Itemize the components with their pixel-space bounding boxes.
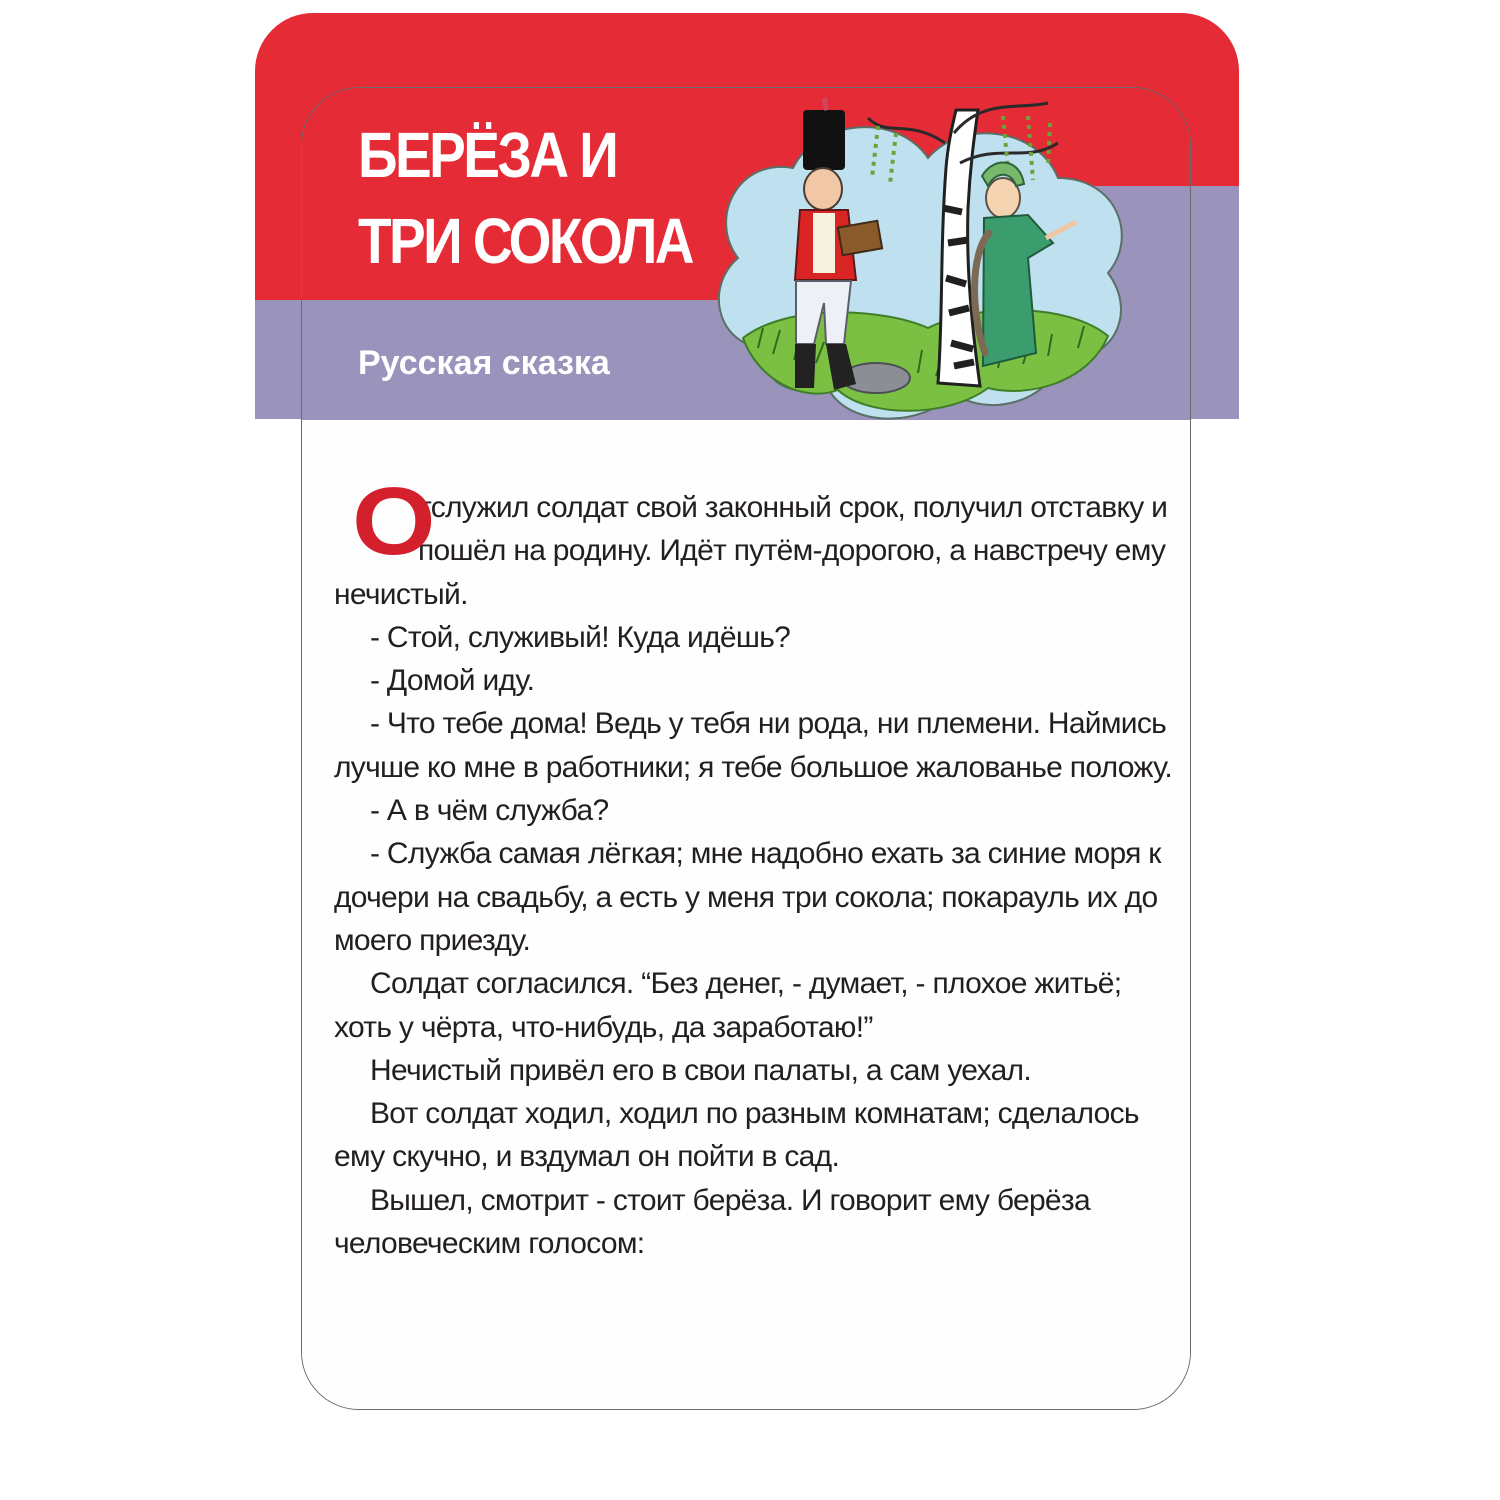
drop-cap-letter: О (352, 468, 435, 575)
story-paragraph-10: Вышел, смотрит - стоит берёза. И говорит ему берёза человеческим голосом: (334, 1183, 1090, 1261)
story-paragraph-6: - Служба самая лёгкая; мне надобно ехать за синие моря к дочери на свадьбу, а есть у меня три сокола; покарауль их до моего приезду. (334, 837, 1161, 957)
story-paragraph-3: - Домой иду. (370, 664, 535, 698)
story-title: БЕРЁЗА И ТРИ СОКОЛА (358, 119, 692, 277)
story-text (334, 468, 1174, 1265)
story-paragraph-1: О тслужил солдат свой законный срок, получил отставку и пошёл на родину. Идёт путём-дорогою, а навстречу ему нечистый. (334, 468, 1168, 611)
soldier-and-birch-girl-illustration (698, 98, 1138, 438)
story-paragraph-5: - А в чём служба? (370, 794, 609, 828)
story-paragraph-2: - Стой, служивый! Куда идёшь? (370, 620, 791, 654)
story-paragraph-4: - Что тебе дома! Ведь у тебя ни рода, ни племени. Наймись лучше ко мне в работники; я тебе большое жалованье положу. (334, 707, 1173, 784)
story-paragraph-8: Нечистый привёл его в свои палаты, а сам уехал. (370, 1053, 1031, 1087)
story-paragraph-7: Солдат согласился. “Без денег, - думает, - плохое житьё; хоть у чёрта, что-нибудь, да заработаю!” (334, 967, 1122, 1044)
story-paragraph-9: Вот солдат ходил, ходил по разным комнатам; сделалось ему скучно, и вздумал он пойти в сад. (334, 1097, 1139, 1174)
story-subtitle: Русская сказка (358, 344, 610, 382)
